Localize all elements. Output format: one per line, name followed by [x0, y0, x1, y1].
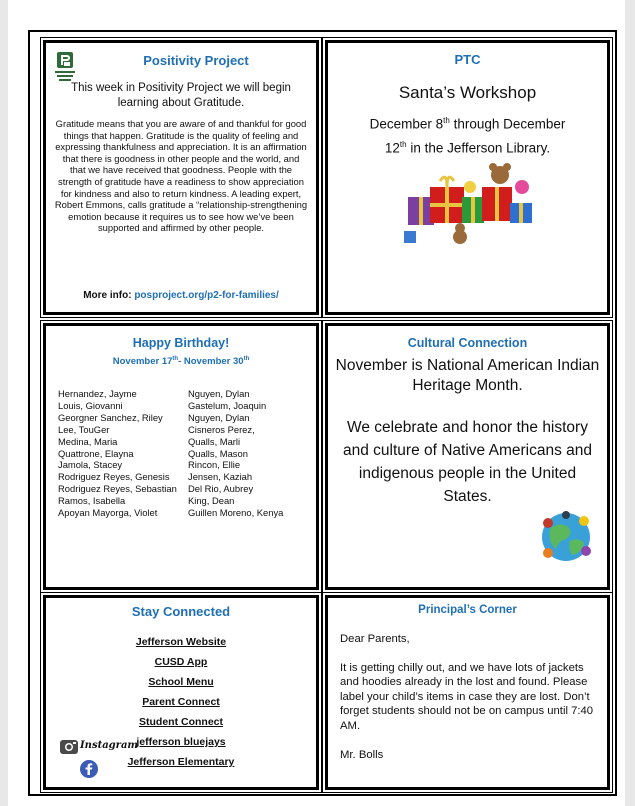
range-end-sup: th	[243, 356, 250, 362]
stay-connected-box	[43, 595, 319, 790]
birthday-name: Jamola, Stacey	[58, 459, 123, 471]
birthday-name: Hernandez, Jayme	[58, 388, 137, 399]
instagram-icon	[60, 740, 78, 754]
birthday-name: Ramos, Isabella	[58, 495, 126, 507]
ptc-box	[325, 40, 610, 315]
positivity-project-box	[43, 40, 319, 315]
birthday-name: Qualls, Mason	[188, 447, 248, 459]
range-end: - November 30	[178, 356, 244, 368]
school-menu-link[interactable]: School Menu	[148, 676, 214, 688]
cultural-connection-box	[325, 323, 610, 590]
newsletter-page	[8, 0, 625, 806]
stay-connected-title: Stay Connected	[131, 604, 231, 619]
santas-workshop-heading: Santa’s Workshop	[398, 83, 537, 102]
principal-greeting: Dear Parents,	[340, 633, 410, 645]
positivity-project-logo	[54, 51, 76, 83]
more-info	[46, 290, 316, 301]
instagram-badge	[60, 738, 140, 756]
birthday-name: Rincon, Ellie	[188, 459, 241, 471]
parent-connect-link[interactable]: Parent Connect	[142, 696, 220, 708]
positivity-title: Positivity Project	[143, 53, 249, 68]
birthday-names-col1	[58, 388, 177, 519]
date-start-sup: th	[443, 116, 450, 125]
birthday-name: Nguyen, Dylan	[188, 388, 250, 399]
principals-corner-title: Principal’s Corner	[418, 604, 517, 616]
date-mid: through December	[449, 116, 566, 132]
range-start: November 17	[112, 356, 173, 368]
birthday-names-col2	[188, 388, 283, 519]
cultural-paragraph-2: We celebrate and honor the history and culture of Native Americans and indigenous people in the United States.	[343, 419, 592, 505]
date-end: 12	[384, 140, 400, 155]
birthday-name: Guillen Moreno, Kenya	[188, 507, 284, 519]
principal-message: It is getting chilly out, and we have lots of jackets and hoodies already in the lost and found. Please label your child’s items in case they are lost. Don’t forget students should not be on campus until 7:40 AM.	[340, 661, 594, 732]
positivity-body: Gratitude means that you are aware of and thankful for good things that happen. Gratitude is the quality of feeling and expressing thankfulness and appreciation. It is an affirmation that there is goodness in other people and the world, and that we have received that goodness. People with the strength of gratitude have a readiness to show appreciation for kindness and also to return kindness. A leading expert, Robert Emmons, calls gratitude a “relationship-strengthening emotion because it requires us to see how we’ve been supported and affirmed by other people.	[54, 118, 308, 234]
cusd-app-link[interactable]: CUSD App	[154, 656, 208, 668]
birthday-name: Gastelum, Joaquin	[188, 399, 267, 411]
more-info-label: More info:	[83, 290, 132, 301]
birthday-name: Cisneros Perez,	[188, 423, 255, 435]
birthday-name: Medina, Maria	[58, 435, 118, 447]
facebook-icon[interactable]	[80, 760, 98, 778]
positivity-intro: This week in Positivity Project we will begin learning about Gratitude.	[71, 82, 291, 109]
instagram-label: Instagram	[80, 740, 138, 751]
birthday-name: Rodriguez Reyes, Sebastian	[58, 483, 177, 495]
birthday-name: Quattrone, Elayna	[58, 447, 134, 459]
birthday-box	[43, 323, 319, 590]
birthday-name: Del Rio, Aubrey	[188, 483, 254, 495]
birthday-name: Lee, TouGer	[58, 423, 110, 435]
birthday-name: Nguyen, Dylan	[188, 411, 250, 423]
principal-letter	[340, 632, 599, 762]
ptc-dates	[338, 111, 597, 158]
birthday-name: Qualls, Marli	[188, 435, 241, 447]
ptc-title: PTC	[454, 52, 481, 67]
birthday-range	[46, 356, 316, 367]
jefferson-website-link[interactable]: Jefferson Website	[135, 636, 227, 648]
cultural-title: Cultural Connection	[407, 336, 528, 350]
globe-hands-icon	[540, 511, 592, 563]
student-connect-link[interactable]: Student Connect	[139, 716, 223, 728]
birthday-name: Louis, Giovanni	[58, 399, 123, 411]
birthday-name: King, Dean	[188, 495, 235, 507]
date-start: December 8	[369, 116, 444, 132]
birthday-title: Happy Birthday!	[132, 336, 230, 350]
range-start-sup: th	[172, 356, 179, 362]
birthday-name: Georgner Sanchez, Riley	[58, 411, 163, 423]
date-tail: in the Jefferson Library.	[406, 140, 551, 155]
gifts-teddy-bear-icon	[400, 157, 540, 247]
principals-corner-box	[325, 595, 610, 790]
date-end-sup: th	[399, 139, 407, 149]
posproject-link[interactable]: posproject.org/p2-for-families/	[134, 290, 279, 301]
birthday-name: Jensen, Kaziah	[188, 471, 253, 483]
birthday-name: Apoyan Mayorga, Violet	[58, 507, 158, 519]
instagram-bluejays-link[interactable]: jefferson bluejays	[136, 736, 226, 748]
birthday-name: Rodriguez Reyes, Genesis	[58, 471, 170, 483]
facebook-jefferson-link[interactable]: Jefferson Elementary	[127, 756, 235, 768]
principal-signature: Mr. Bolls	[340, 748, 384, 761]
cultural-paragraph-1: November is National American Indian Heritage Month.	[335, 357, 600, 394]
